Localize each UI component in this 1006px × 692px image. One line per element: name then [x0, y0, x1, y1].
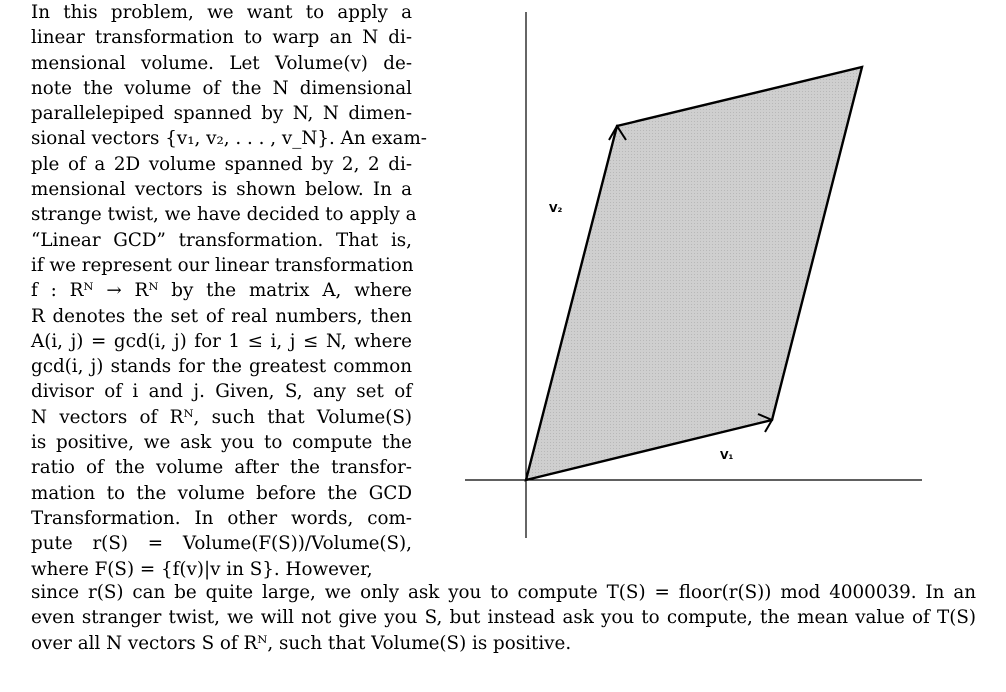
text-line: over all N vectors S of Rᴺ, such that Volume(S) is positive. — [31, 632, 572, 654]
text-line: ple of a 2D volume spanned by 2, 2 di- — [31, 153, 412, 175]
text-line: mation to the volume before the GCD — [31, 482, 412, 504]
parallelogram-area — [526, 67, 862, 480]
text-line: strange twist, we have decided to apply a — [31, 204, 417, 226]
v1-label: V₁ — [720, 449, 734, 462]
text-line: parallelepiped spanned by N, N dimen- — [31, 103, 412, 125]
text-line: mensional volume. Let Volume(v) de- — [31, 52, 412, 74]
text-line: pute r(S) = Volume(F(S))/Volume(S), — [31, 533, 412, 555]
text-line: note the volume of the N dimensional — [31, 77, 412, 99]
text-line: R denotes the set of real numbers, then — [31, 305, 412, 327]
problem-text-continuation — [31, 580, 976, 656]
text-line: sional vectors {v₁, v₂, . . . , v_N}. An exam- — [31, 128, 427, 150]
text-line: mensional vectors is shown below. In a — [31, 179, 412, 201]
text-line: where F(S) = {f(v)|v in S}. However, — [31, 558, 373, 580]
text-line: “Linear GCD” transformation. That is, — [31, 229, 412, 251]
text-line: ratio of the volume after the transfor- — [31, 457, 412, 479]
text-line: even stranger twist, we will not give you S, but instead ask you to compute, the mean value of T(S) — [31, 607, 976, 629]
text-line: A(i, j) = gcd(i, j) for 1 ≤ i, j ≤ N, where — [31, 330, 412, 352]
text-line: gcd(i, j) stands for the greatest common — [31, 356, 412, 378]
text-line: if we represent our linear transformation — [31, 254, 414, 276]
text-line: f : Rᴺ → Rᴺ by the matrix A, where — [31, 280, 412, 302]
text-line: linear transformation to warp an N di- — [31, 27, 412, 49]
v2-label: V₂ — [549, 202, 563, 215]
text-line: divisor of i and j. Given, S, any set of — [31, 381, 412, 403]
problem-text-column — [31, 0, 427, 582]
parallelogram-figure — [460, 0, 930, 545]
text-line: is positive, we ask you to compute the — [31, 432, 412, 454]
text-line: Transformation. In other words, com- — [31, 507, 412, 529]
text-line: In this problem, we want to apply a — [31, 2, 412, 23]
text-line: N vectors of Rᴺ, such that Volume(S) — [31, 406, 412, 428]
text-line: since r(S) can be quite large, we only ask you to compute T(S) = floor(r(S)) mod 4000039. In an — [31, 582, 976, 603]
